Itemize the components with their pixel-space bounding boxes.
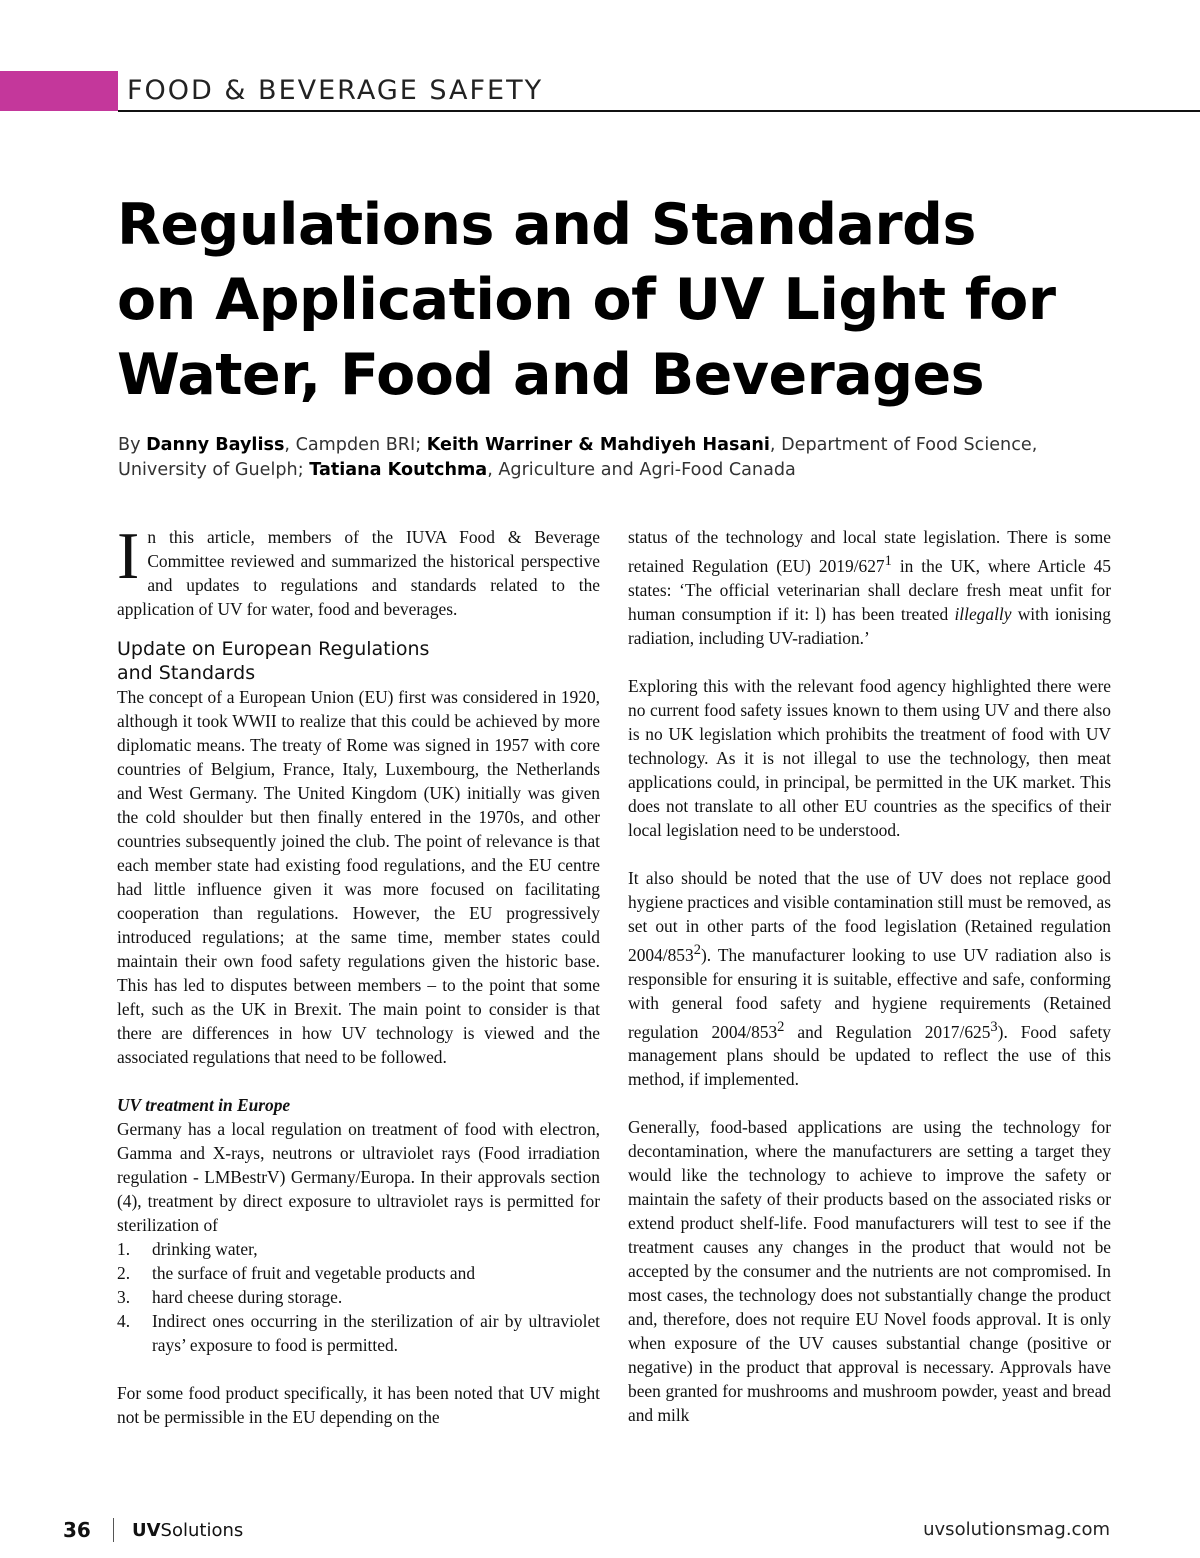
subheading-uv-europe: UV treatment in Europe [117,1095,291,1115]
author-name: Tatiana Koutchma [309,460,488,480]
list-item: 1. drinking water, [117,1239,258,1259]
publication-name: UVSolutions [132,1520,244,1541]
list-item: 2. the surface of fruit and vegetable products and [117,1263,476,1283]
hygiene-paragraph: It also should be noted that the use of UV does not replace good hygiene practices and visible contamination still must be removed, as set out in other parts of the food legislation (Retained regulation $2004/853^2$). The manufacturer looking to use UV radiation also is responsible for ensuring it is suitable, effective and safe, conforming with general food safety and hygiene requirements (Retained regulation $2004/853^2$ and Regulation $2017/625^3$). Food safety management plans should be updated to reflect the use of this method, if implemented. [628,867,1112,1090]
section-rule [118,110,1200,112]
author-name: Danny Bayliss [146,435,285,455]
intro-paragraph [117,519,600,621]
retained-regulation-paragraph: status of the technology and local state legislation. There is some retained Regulation (EU) $2019/627^1$ in the UK, where Article 45 states: ‘The official veterinarian shall declare fresh meat unfit for human consumption if it: l) has been treated illegally with ionising radiation, including UV-radiation.’ [628,527,1111,648]
list-item: 3. hard cheese during storage. [117,1287,343,1307]
author-affiliation: , Department of Food Science, University of Guelph; [118,435,1038,480]
author-affiliation: , Agriculture and Agri-Food Canada [487,460,796,480]
drop-cap: I [117,519,140,593]
title-line-1: Regulations and Standards [117,192,976,258]
footnote-ref: 3 [990,1018,998,1035]
intro-text: n this article, members of the IUVA Food & Beverage Committee reviewed and summarized the historical perspective and updates to regulations and standards related to the application of UV for water, food and beverages. [117,527,600,619]
title-line-3: Water, Food and Beverages [117,342,985,408]
section-label: FOOD & BEVERAGE SAFETY [127,75,544,106]
food-applications-paragraph: Generally, food-based applications are using the technology for decontamination, where the manufacturers are setting a target they would like the technology to achieve to improve the safety or maintain the safety of their products based on the associated risks or extend product shelf-life. Food manufacturers will test to see if the treatment causes any changes in the product that would not be accepted by the consumer and the nutrients are not compromised. In most cases, the technology does not substantially change the product and, therefore, does not require EU Novel foods approval. It is only when exposure of the UV causes substantial change (positive or negative) in the product that approval is necessary. Approvals have been granted for mushrooms and mushroom powder, yeast and bread and milk [628,1117,1111,1426]
right-column [628,525,1111,1427]
left-column [117,519,600,1429]
list-item: 4. Indirect ones occurring in the sterilization of air by ultraviolet rays’ exposure to food is permitted. [117,1311,600,1355]
website-link[interactable]: uvsolutionsmag.com [923,1519,1110,1540]
specific-food-paragraph: For some food product specifically, it has been noted that UV might not be permissible in the EU depending on the [117,1383,600,1427]
footnote-ref: 2 [777,1018,785,1035]
footnote-ref: 2 [693,941,701,958]
author-affiliation: , Campden BRI; [284,435,427,455]
footer-divider [113,1518,114,1542]
section-heading-eu [117,637,600,685]
food-agency-paragraph: Exploring this with the relevant food agency highlighted there were no current food safety issues known to them using UV and there also is no UK legislation which prohibits the treatment of food with UV technology. As it is not illegal to use the technology, then meat applications could, in principal, be permitted in the UK market. This does not translate to all other EU countries as the specifics of their local legislation need to be understood. [628,675,1111,840]
byline-prefix: By [118,435,147,455]
heading-line: Update on European Regulations [117,638,430,660]
article-title [117,188,1177,413]
title-line-2: on Application of UV Light for [117,267,1056,333]
heading-line: and Standards [117,662,256,684]
germany-paragraph: Germany has a local regulation on treatment of food with electron, Gamma and X-rays, neutrons or ultraviolet rays (Food irradiation regulation - LMBestrV) Germany/Europa. In their approvals section (4), treatment by direct exposure to ultraviolet rays is permitted for sterilization of [117,1119,600,1235]
author-name: Keith Warriner & Mahdiyeh Hasani [426,435,770,455]
eu-history-paragraph: The concept of a European Union (EU) first was considered in 1920, although it took WWII to realize that this could be achieved by more diplomatic means. The treaty of Rome was signed in 1957 with core countries of Belgium, France, Italy, Luxembourg, the Netherlands and West Germany. The United Kingdom (UK) initially was given the cold shoulder but then finally entered in the 1970s, and other countries subsequently joined the club. The point of relevance is that each member state had existing food regulations, and the EU centre had little influence given it was more focused on facilitating cooperation than regulations. However, the EU progressively introduced regulations; at the same time, member states could maintain their own food safety regulations given the historic base. This has led to disputes between members – to the point that some left, such as the UK in Brexit. The main point to consider is that there are differences in how UV technology is viewed and the associated regulations that need to be followed. [117,687,600,1067]
section-color-bar [0,71,118,111]
footnote-ref: 1 [884,553,892,569]
byline [118,433,1118,483]
page-number: 36 [63,1518,91,1542]
approved-uses-list [117,1237,600,1357]
